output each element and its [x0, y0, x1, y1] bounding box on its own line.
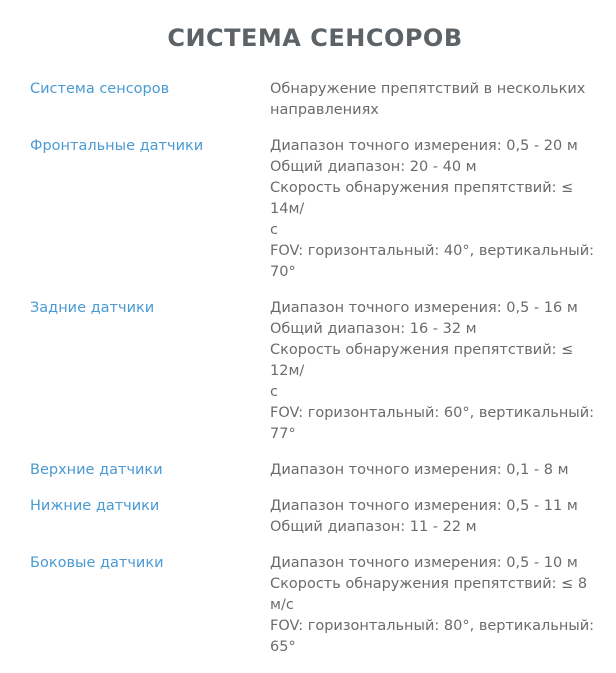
spec-row-top-sensors [30, 460, 610, 481]
spec-label: Нижние датчики [30, 498, 160, 514]
spec-value-line: FOV: горизонтальный: 40°, вертикальный: [270, 243, 595, 259]
spec-value-line: Скорость обнаружения препятствий: ≤ 8 м/с [270, 576, 588, 613]
spec-value [270, 460, 604, 481]
spec-value-line: Диапазон точного измерения: 0,5 - 20 м [270, 138, 578, 154]
spec-value-line: Диапазон точного измерения: 0,5 - 16 м [270, 300, 578, 316]
spec-value-line: FOV: горизонтальный: 80°, вертикальный: [270, 618, 595, 634]
spec-value-line: Общий диапазон: 16 - 32 м [270, 321, 477, 337]
spec-value-line: Обнаружение препятствий в нескольких [270, 81, 586, 97]
spec-row-side-sensors [30, 553, 610, 658]
spec-value-line: 77° [270, 426, 296, 442]
spec-value-line: направлениях [270, 102, 379, 118]
spec-value-line: Скорость обнаружения препятствий: ≤ 12м/ [270, 342, 574, 379]
spec-label: Боковые датчики [30, 555, 164, 571]
spec-value [270, 79, 604, 121]
spec-value [270, 496, 604, 538]
spec-value-line: Диапазон точного измерения: 0,5 - 10 м [270, 555, 578, 571]
spec-row-front-sensors [30, 136, 610, 283]
spec-value-line: Общий диапазон: 20 - 40 м [270, 159, 477, 175]
spec-value-line: 70° [270, 264, 296, 280]
spec-value [270, 298, 604, 445]
spec-value-line: Скорость обнаружения препятствий: ≤ 14м/ [270, 180, 574, 217]
spec-value-line: Диапазон точного измерения: 0,5 - 11 м [270, 498, 578, 514]
page-title: СИСТЕМА СЕНСОРОВ [167, 24, 463, 52]
spec-row-sensor-system [30, 79, 610, 121]
spec-row-bottom-sensors [30, 496, 610, 538]
spec-value-line: 65° [270, 639, 296, 655]
spec-label: Система сенсоров [30, 81, 170, 97]
spec-value-line: FOV: горизонтальный: 60°, вертикальный: [270, 405, 595, 421]
spec-value-line: с [270, 384, 278, 400]
spec-row-rear-sensors [30, 298, 610, 445]
spec-label: Задние датчики [30, 300, 155, 316]
spec-label: Фронтальные датчики [30, 138, 204, 154]
spec-label: Верхние датчики [30, 462, 163, 478]
spec-value-line: Общий диапазон: 11 - 22 м [270, 519, 477, 535]
spec-table [30, 79, 610, 673]
spec-value-line: Диапазон точного измерения: 0,1 - 8 м [270, 462, 569, 478]
spec-value-line: с [270, 222, 278, 238]
spec-value [270, 136, 604, 283]
spec-value [270, 553, 604, 658]
